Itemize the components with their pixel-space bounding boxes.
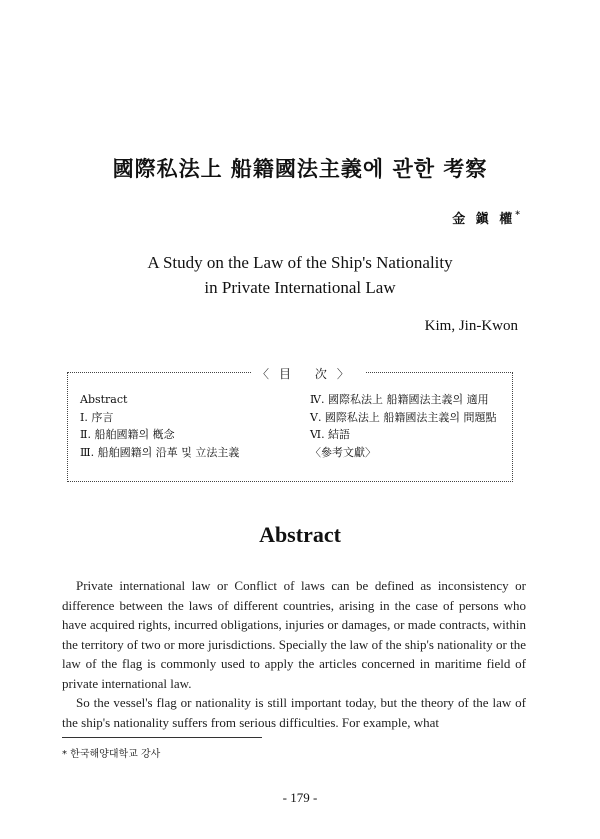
abstract-heading: Abstract: [259, 522, 341, 547]
toc-item: Ⅵ. 結語: [310, 428, 351, 441]
korean-author: [452, 208, 520, 227]
toc-item: Ⅳ. 國際私法上 船籍國法主義의 適用: [310, 393, 489, 406]
footnote: * 한국해양대학교 강사: [62, 749, 161, 760]
toc-left-column: [80, 391, 239, 461]
toc-item: 〈參考文獻〉: [310, 445, 376, 459]
toc-item: Abstract: [80, 393, 128, 406]
korean-title: 國際私法上 船籍國法主義에 관한 考察: [112, 156, 488, 181]
toc-right-column: [310, 391, 497, 461]
toc-item: Ⅴ. 國際私法上 船籍國法主義의 問題點: [310, 410, 497, 424]
footnote-divider: [62, 737, 262, 738]
korean-author-name: 金 鎭 權: [452, 212, 516, 227]
abstract-paragraph: So the vessel's flag or nationality is still important today, but the theory of the law of the ship's nationality suffers from serious difficulties. For example, what: [62, 695, 526, 730]
toc-item: Ⅰ. 序言: [80, 410, 114, 424]
toc-item: Ⅲ. 船舶國籍의 沿革 및 立法主義: [80, 445, 240, 459]
toc-item: Ⅱ. 船舶國籍의 槪念: [80, 428, 175, 441]
english-author: Kim, Jin-Kwon: [424, 318, 518, 334]
english-title: [0, 250, 600, 300]
abstract-body: [62, 576, 526, 732]
author-footnote-mark: *: [515, 210, 520, 221]
abstract-paragraph: Private international law or Conflict of laws can be defined as inconsistency or difference between the laws of different countries, arising in the case of persons who have acquired rights, incurred obligations, injuries or damages, or made contracts, within the territory of two or more jurisdictions. Specially the law of the ship's nationality or the law of the flag is commonly used to apply the articles concerned in maritime field of private international law.: [62, 578, 526, 691]
toc-heading: 〈目 次〉: [251, 365, 365, 382]
english-title-line-2: in Private International Law: [204, 278, 396, 297]
table-of-contents: [67, 367, 513, 482]
page-number: - 179 -: [282, 790, 318, 805]
english-title-line-1: A Study on the Law of the Ship's Nationality: [147, 253, 453, 272]
